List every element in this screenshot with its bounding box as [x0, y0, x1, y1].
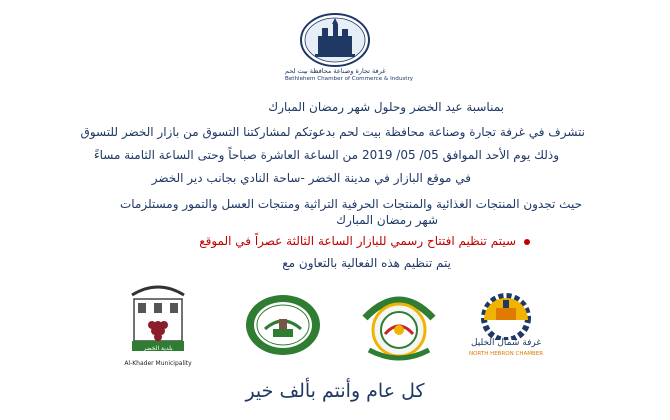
- al-khader-municipality-logo: [118, 281, 198, 373]
- bullet-icon: [524, 239, 530, 245]
- chamber-name-arabic: غرفة تجارة وصناعة محافظة بيت لحم: [285, 67, 386, 75]
- chamber-name-english: Bethlehem Chamber of Commerce & Industry: [285, 76, 414, 82]
- date-time-line: وذلك يوم الأحد الموافق 05/ 05/ 2019 من الساعة العاشرة صباحاً وحتى الساعة الثامنة مساءً: [94, 148, 559, 162]
- cooperative-society-logo: [355, 288, 443, 362]
- cooperation-line: يتم تنظيم هذه الفعالية بالتعاون مع: [282, 256, 451, 270]
- invitation-line: نتشرف في غرفة تجارة وصناعة محافظة بيت لحم بدعوتكم لمشاركتنا التسوق من بازار الخضر للتسوق: [80, 125, 585, 139]
- municipality-emblem-icon: [118, 281, 198, 355]
- chamber-logo: [285, 12, 414, 82]
- north-hebron-chamber-logo: [466, 288, 546, 362]
- opening-announcement-text: سيتم تنظيم افتتاح رسمي للبازار الساعة الثالثة عصراً في الموقع: [199, 234, 516, 248]
- municipality-name-arabic: بلدية الخضر: [143, 345, 173, 352]
- closing-greeting: كل عام وأنتم بألف خير: [245, 380, 425, 402]
- partner-seal-logo: [243, 293, 323, 357]
- location-line: في موقع البازار في مدينة الخضر -ساحة النادي بجانب دير الخضر: [151, 171, 471, 185]
- north-hebron-name-arabic: غرفة شمال الخليل: [470, 338, 542, 348]
- green-seal-icon: [243, 293, 323, 357]
- products-line-continued: شهر رمضان المبارك: [336, 213, 438, 227]
- north-hebron-gear-icon: [466, 288, 546, 340]
- north-hebron-name-english: NORTH HEBRON CHAMBER: [468, 351, 544, 357]
- municipality-name-english: Al-Khader Municipality: [124, 360, 192, 367]
- cooperative-gear-icon: [355, 288, 443, 362]
- opening-announcement: [199, 233, 530, 249]
- chamber-emblem-icon: [285, 12, 385, 68]
- products-line: حيث تجدون المنتجات الغذائية والمنتجات الحرفية التراثية ومنتجات العسل والتمور ومستلزمات: [119, 197, 582, 211]
- occasion-line: بمناسبة عيد الخضر وحلول شهر رمضان المبارك: [268, 100, 504, 114]
